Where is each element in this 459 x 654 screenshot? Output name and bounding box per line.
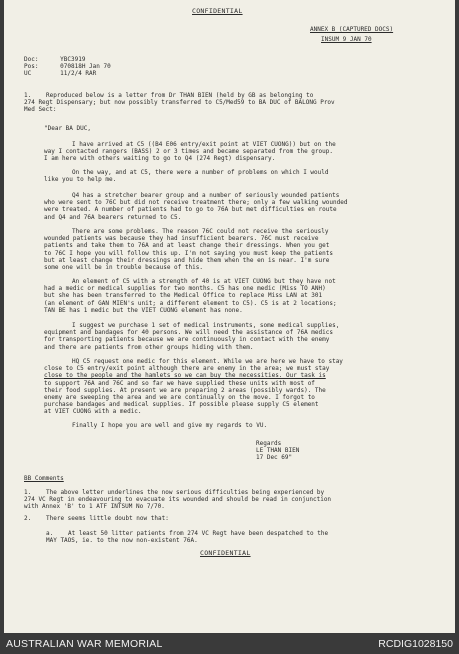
text-line: close to the people and the hamlets so we can buy the necessities. Our task is: [44, 372, 326, 380]
archive-footer-bar: [0, 633, 459, 654]
text-line: had a medic or medical supplies for two months. C5 has one medic (Miss TO ANH): [44, 285, 326, 293]
letter-signoff: [256, 440, 416, 462]
meta-label: UC: [24, 70, 32, 77]
meta-value: YBC3919: [60, 56, 86, 63]
bb-comment-2a: [46, 530, 436, 544]
text-line: I have arrived at C5 ((B4 E06 entry/exit point at VIET CUONG)) but on the: [72, 141, 336, 148]
text-line: (an element of GAN MIEN's unit; a different element to C5). C5 is at 2 locations;: [44, 299, 337, 307]
classification-footer: CONFIDENTIAL: [200, 549, 251, 557]
text-line: with Annex 'B' to 1 ATF INTSUM No 7/70.: [24, 503, 165, 511]
meta-label: Doc:: [24, 56, 39, 63]
bb-comment-1: [24, 489, 438, 511]
letter-para-4: [44, 228, 455, 271]
text-line: Q4 has a stretcher bearer group and a number of seriously wounded patients: [72, 192, 340, 199]
meta-doc: [24, 56, 85, 63]
text-line: purchase bandages and medical supplies. If possible please supply C5 element: [44, 401, 319, 409]
letter-para-7: [44, 358, 455, 416]
document-page: [4, 0, 455, 633]
letter-para-5: [44, 278, 455, 314]
signoff-name: LE THAN BIEN: [256, 447, 300, 455]
text-line: There are some problems. The reason 76C could not receive the seriously: [72, 228, 329, 235]
paragraph-number: 2.: [24, 515, 32, 522]
text-line: like you to help me.: [44, 176, 117, 184]
classification-header: CONFIDENTIAL: [192, 7, 243, 15]
text-line: An element of C5 with a strength of 40 is at VIET CUONG but they have not: [72, 278, 336, 285]
paragraph-number: 1.: [24, 489, 32, 496]
text-line: but she has been transferred to the Medical Office to replace Miss LAN at 301: [44, 292, 323, 300]
text-line: wounded patients was because they had insufficient bearers. 76C must receive: [44, 235, 319, 243]
text-line: to 76C I hope you will follow this up. I'm not saying you must keep the patients: [44, 249, 333, 257]
text-line: were treated. A number of patients had to go to 76A but met difficulties en route: [44, 206, 337, 214]
text-line: 274 VC Regt in endeavouring to evacuate its wounded and should be read in conjunction: [24, 496, 332, 504]
text-line: way I contacted rangers (BASS) 2 or 3 times and became separated from the group.: [44, 148, 333, 156]
text-line: TAN BE has 1 medic but the VIET CUONG element has none.: [44, 306, 243, 314]
text-line: 274 Regt Dispensary; but now possibly transferred to C5/Med59 to BA DUC of BALONG Prov: [24, 99, 335, 107]
text-line: On the way, and at C5, there were a number of problems on which I would: [72, 169, 329, 176]
subparagraph-letter: a.: [46, 530, 54, 537]
letter-para-1: [44, 141, 455, 163]
text-line: for transporting patients because we are continuously in contact with the enemy: [44, 336, 330, 344]
meta-label: Pos:: [24, 63, 39, 70]
letter-greeting: [44, 125, 455, 132]
text-line: Med Sect:: [24, 106, 57, 114]
meta-pos: [24, 63, 111, 70]
letter-para-3: [44, 192, 455, 221]
text-line: to support 76A and 76C and so far we have supplied these units with most of: [44, 379, 315, 387]
meta-uc: [24, 70, 96, 77]
text-line: I suggest we purchase 1 set of medical instruments, some medical supplies,: [72, 322, 340, 329]
letter-para-6: [44, 322, 455, 351]
signoff-date: 17 Dec 69": [256, 454, 293, 462]
text-line: and there are patients from other groups hiding with them.: [44, 343, 254, 351]
paragraph-number: 1.: [24, 92, 32, 99]
bb-comment-2: [24, 515, 438, 522]
paragraph-1: [24, 92, 438, 114]
text-line: patients and take them to 76A and at least change their dressings. When you get: [44, 242, 330, 250]
text-line: some one will be in trouble because of this.: [44, 264, 203, 272]
text-line: at VIET CUONG with a medic.: [44, 408, 142, 416]
text-line: I am here with others waiting to go to Q4 (274 Regt) dispensary.: [44, 155, 276, 163]
text-line: There seems little doubt now that:: [46, 515, 169, 522]
text-line: The above letter underlines the now serious difficulties being experienced by: [46, 489, 325, 496]
letter-para-2: [44, 169, 455, 183]
text-line: who were sent to 76C but did not receive treatment there; only a few walking wounded: [44, 199, 348, 207]
text-line: Finally I hope you are well and give my regards to VU.: [72, 422, 268, 429]
insum-reference: INSUM 9 JAN 70: [321, 36, 372, 43]
meta-value: 070818H Jan 70: [60, 63, 111, 70]
text-line: equipment and bandages for 40 persons. We will need the assistance of 76A medics: [44, 329, 333, 337]
text-line: enemy are sweeping the area and we are continually on the move. I forgot to: [44, 394, 315, 402]
text-line: their food supplies. At present we are preparing 2 areas (possibly wards). The: [44, 386, 326, 394]
text-line: At least 50 litter patients from 274 VC Regt have been despatched to the: [68, 530, 329, 537]
text-line: Reproduced below is a letter from Dr THAN BIEN (held by GB as belonging to: [46, 92, 314, 99]
meta-value: 11/2/4 RAR: [60, 70, 97, 77]
text-line: "Dear BA DUC,: [44, 125, 91, 132]
letter-para-8: [44, 422, 455, 429]
text-line: close to C5 entry/exit point although there are enemy in the area; we must stay: [44, 365, 330, 373]
annex-reference: ANNEX B (CAPTURED DOCS): [310, 26, 394, 33]
text-line: MAY TAOS, ie. to the now non-existent 76A.: [46, 537, 198, 545]
archive-record-id: RCDIG1028150: [378, 638, 453, 650]
bb-comments-heading: [24, 475, 438, 482]
archive-name: AUSTRALIAN WAR MEMORIAL: [6, 638, 163, 650]
text-line: HQ C5 request one medic for this element. While we are here we have to stay: [72, 358, 343, 365]
text-line: and Q4 and 76A bearers returned to C5.: [44, 213, 182, 221]
signoff-line: Regards: [256, 440, 282, 447]
text-line: but at least change their dressings and hide them when the en is near. I'm sure: [44, 256, 330, 264]
section-heading: BB Comments: [24, 475, 64, 482]
